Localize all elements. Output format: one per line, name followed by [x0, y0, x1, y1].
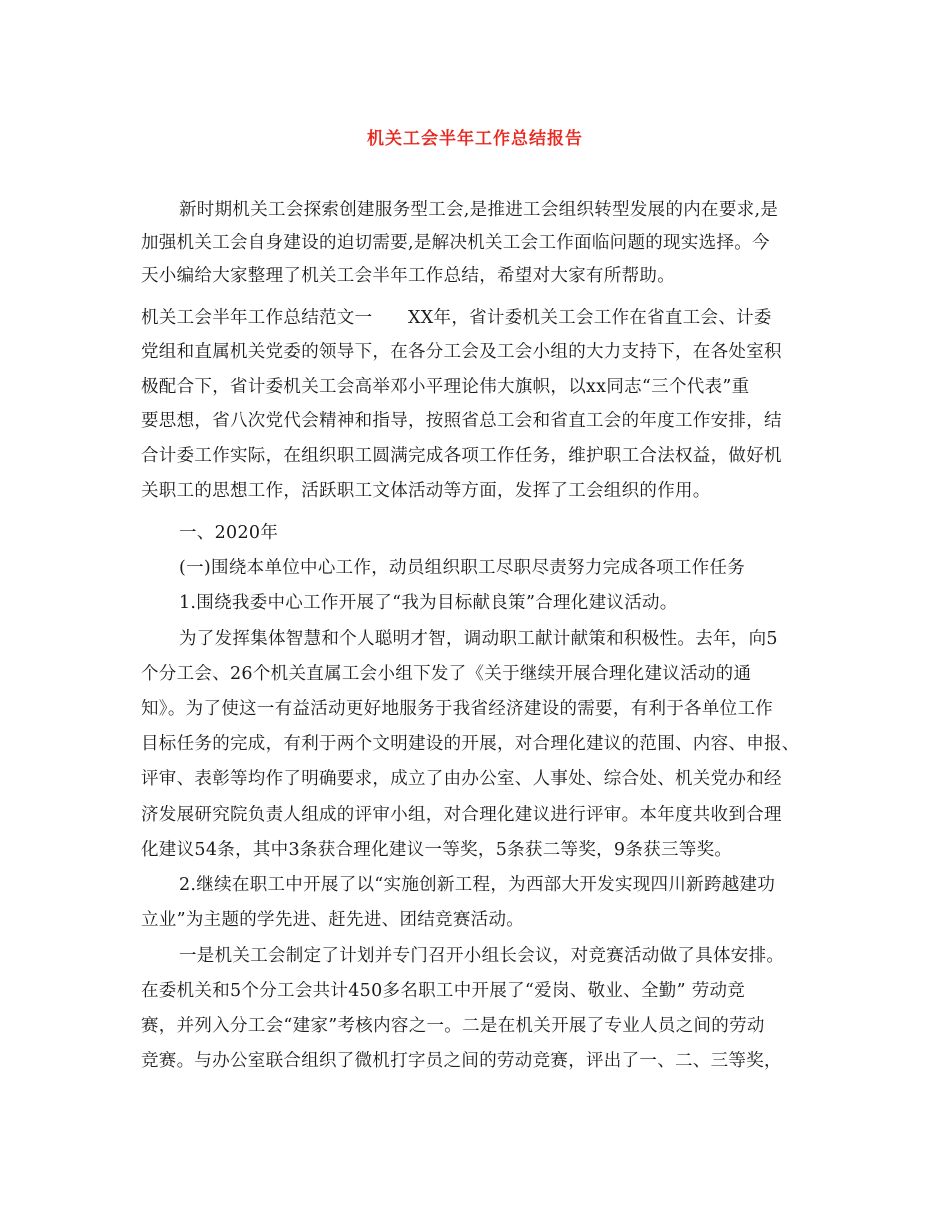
body-line: 极配合下，省计委机关工会高举邓小平理论伟大旗帜，以xx同志“三个代表”重 [141, 377, 750, 397]
body-line: 化建议54条，其中3条获合理化建议一等奖，5条获二等奖，9条获三等奖。 [141, 840, 733, 860]
item-heading: 1.围绕我委中心工作开展了“我为目标献良策”合理化建议活动。 [179, 593, 678, 613]
body-line: 一是机关工会制定了计划并专门召开小组长会议，对竞赛活动做了具体安排。 [179, 946, 785, 966]
body-line: 立业”为主题的学先进、赶先进、团结竞赛活动。 [141, 910, 525, 930]
body-line: 个分工会、26个机关直属工会小组下发了《关于继续开展合理化建议活动的通 [141, 664, 752, 684]
section-heading: 一、2020年 [179, 523, 279, 543]
body-line: 机关工会半年工作总结范文一 XX年，省计委机关工会工作在省直工会、计委 [141, 308, 772, 328]
document-title: 机关工会半年工作总结报告 [367, 129, 583, 149]
body-line: 党组和直属机关党委的领导下，在各分工会及工会小组的大力支持下，在各处室积 [141, 342, 782, 362]
item-heading: 2.继续在职工中开展了以“实施创新工程，为西部大开发实现四川新跨越建功 [179, 875, 776, 895]
body-line: 要思想，省八次党代会精神和指导，按照省总工会和省直工会的年度工作安排，结 [141, 411, 782, 431]
body-line: 济发展研究院负责人组成的评审小组，对合理化建议进行评审。本年度共收到合理 [141, 805, 782, 825]
body-line: 在委机关和5个分工会共计450多名职工中开展了“爱岗、敬业、全勤” 劳动竞 [141, 981, 746, 1001]
body-line: 天小编给大家整理了机关工会半年工作总结，希望对大家有所帮助。 [141, 266, 675, 286]
body-line: 赛，并列入分工会“建家”考核内容之一。二是在机关开展了专业人员之间的劳动 [141, 1016, 765, 1036]
body-line: 合计委工作实际，在组织职工圆满完成各项工作任务，维护职工合法权益，做好机 [141, 446, 782, 466]
body-line: 新时期机关工会探索创建服务型工会,是推进工会组织转型发展的内在要求,是 [179, 200, 779, 220]
body-line: 加强机关工会自身建设的迫切需要,是解决机关工会工作面临问题的现实选择。今 [141, 233, 770, 253]
body-line: 知》。为了使这一有益活动更好地服务于我省经济建设的需要，有利于各单位工作 [141, 699, 774, 719]
subsection-heading: (一)围绕本单位中心工作，动员组织职工尽职尽责努力完成各项工作任务 [179, 558, 746, 578]
body-line: 竞赛。与办公室联合组织了微机打字员之间的劳动竞赛，评出了一、二、三等奖， [141, 1051, 782, 1071]
body-line: 目标任务的完成，有利于两个文明建设的开展，对合理化建议的范围、内容、申报、 [141, 734, 800, 754]
body-line: 为了发挥集体智慧和个人聪明才智，调动职工献计献策和积极性。去年，向5 [179, 629, 778, 649]
body-line: 关职工的思想工作，活跃职工文体活动等方面，发挥了工会组织的作用。 [141, 481, 711, 501]
body-line: 评审、表彰等均作了明确要求，成立了由办公室、人事处、综合处、机关党办和经 [141, 769, 782, 789]
